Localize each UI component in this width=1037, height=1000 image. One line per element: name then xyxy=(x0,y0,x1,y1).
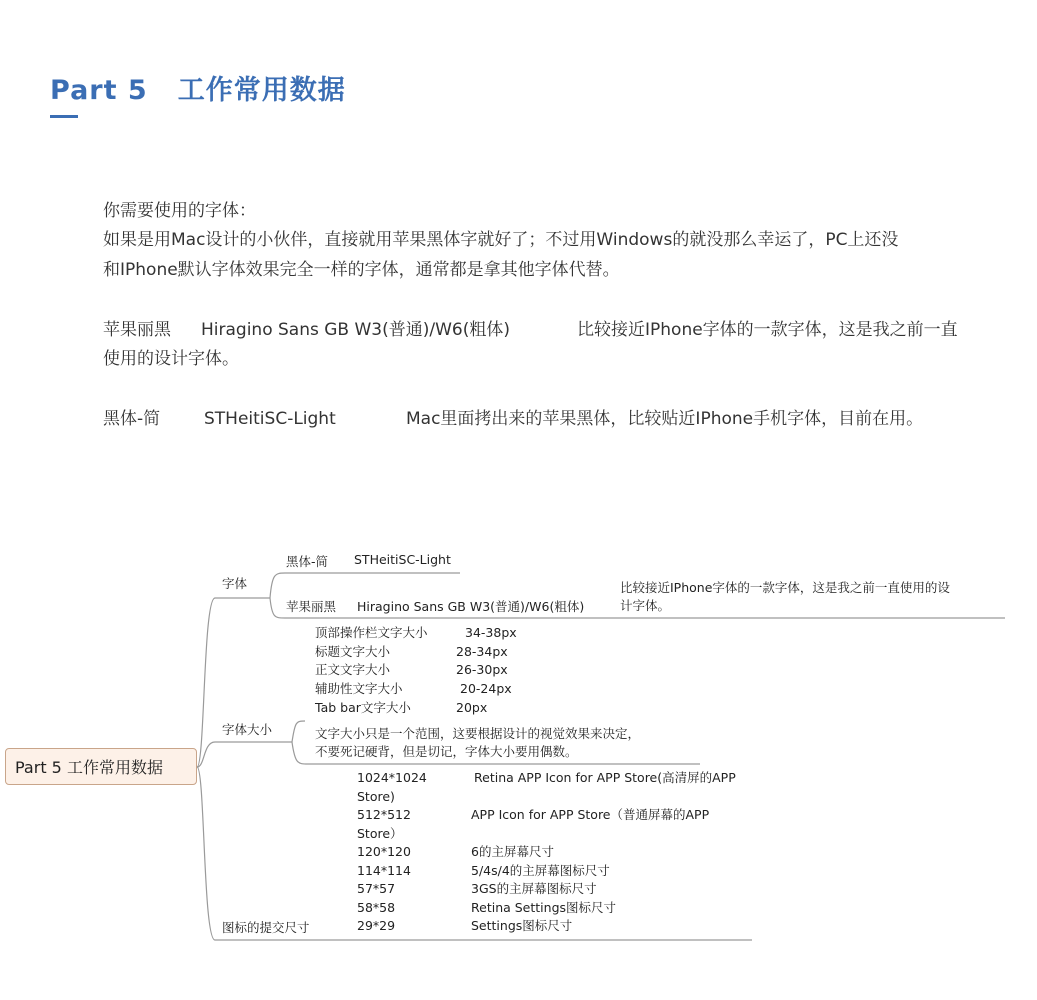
node-lihei-en: Hiragino Sans GB W3(普通)/W6(粗体) xyxy=(357,599,585,614)
icon-desc: APP Icon for APP Store（普通屏幕的APP xyxy=(471,807,710,822)
size-value: 26-30px xyxy=(456,662,508,678)
size-value: 28-34px xyxy=(456,643,508,659)
branch-icon-sizes[interactable]: 图标的提交尺寸 xyxy=(222,920,310,935)
branch-line xyxy=(270,573,460,598)
size-name: 正文文字大小 xyxy=(315,662,391,678)
part-number: Part 5 xyxy=(50,75,148,106)
intro-text: 如果是用Mac设计的小伙伴，直接就用苹果黑体字就好了；不过用Windows的就没那么幸运了，PC上还没 xyxy=(103,230,899,250)
branch-font-sizes[interactable]: 字体大小 xyxy=(222,722,273,737)
icon-size: 512*512 xyxy=(357,807,411,822)
branch-line xyxy=(197,742,292,767)
icon-size: 29*29 xyxy=(357,918,396,933)
size-value: 20px xyxy=(456,699,488,715)
node-heiti: 黑体-简 xyxy=(286,554,329,569)
icon-size: 58*58 xyxy=(357,899,396,915)
size-value: 34-38px xyxy=(465,625,517,640)
size-note: 不要死记硬背，但是切记，字体大小要用偶数。 xyxy=(315,744,578,759)
icon-desc: Settings图标尺寸 xyxy=(471,918,573,933)
size-name: 标题文字大小 xyxy=(315,643,391,659)
icon-size: Store） xyxy=(357,825,403,841)
icon-size: 114*114 xyxy=(357,862,411,878)
part-title: 工作常用数据 xyxy=(177,75,346,106)
size-list xyxy=(315,624,428,718)
branch-line xyxy=(292,721,305,742)
icon-size: 57*57 xyxy=(357,881,396,896)
node-lihei: 苹果丽黑 xyxy=(286,599,337,614)
intro-text: 和IPhone默认字体效果完全一样的字体，通常都是拿其他字体代替。 xyxy=(103,260,620,280)
node-lihei-note: 比较接近IPhone字体的一款字体，这是我之前一直使用的设 xyxy=(620,580,950,595)
font-name: 苹果丽黑 xyxy=(103,320,171,340)
size-value: 20-24px xyxy=(460,681,512,697)
size-values xyxy=(456,624,517,718)
icon-desc-list xyxy=(471,769,736,936)
font-desc: 比较接近IPhone字体的一款字体，这是我之前一直 xyxy=(577,320,958,340)
icon-desc: Retina Settings图标尺寸 xyxy=(471,899,617,915)
size-name: Tab bar文字大小 xyxy=(315,699,411,715)
size-name: 辅助性文字大小 xyxy=(315,681,403,697)
node-heiti-en: STHeitiSC-Light xyxy=(354,552,451,567)
icon-size: 120*120 xyxy=(357,844,411,859)
font-en-name: STHeitiSC-Light xyxy=(204,409,336,429)
icon-desc: 3GS的主屏幕图标尺寸 xyxy=(471,881,597,896)
branch-fonts[interactable]: 字体 xyxy=(222,576,248,591)
size-note: 文字大小只是一个范围，这要根据设计的视觉效果来决定， xyxy=(315,726,641,741)
size-name: 顶部操作栏文字大小 xyxy=(315,625,428,640)
font-desc: Mac里面拷出来的苹果黑体，比较贴近IPhone手机字体，目前在用。 xyxy=(406,409,924,429)
font-name: 黑体-简 xyxy=(103,409,161,429)
intro-label: 你需要使用的字体： xyxy=(103,201,256,221)
font-desc: 使用的设计字体。 xyxy=(103,349,239,369)
icon-size: 1024*1024 xyxy=(357,770,427,785)
icon-size-list xyxy=(357,769,427,936)
icon-size: Store) xyxy=(357,788,395,804)
icon-desc: 6的主屏幕尺寸 xyxy=(471,844,554,859)
mindmap-root-node[interactable]: Part 5 工作常用数据 xyxy=(5,748,197,785)
icon-desc: Retina APP Icon for APP Store(高清屏的APP xyxy=(474,770,736,785)
icon-desc: 5/4s/4的主屏幕图标尺寸 xyxy=(471,862,610,878)
node-lihei-note: 计字体。 xyxy=(620,598,671,613)
font-en-name: Hiragino Sans GB W3(普通)/W6(粗体) xyxy=(201,320,510,340)
